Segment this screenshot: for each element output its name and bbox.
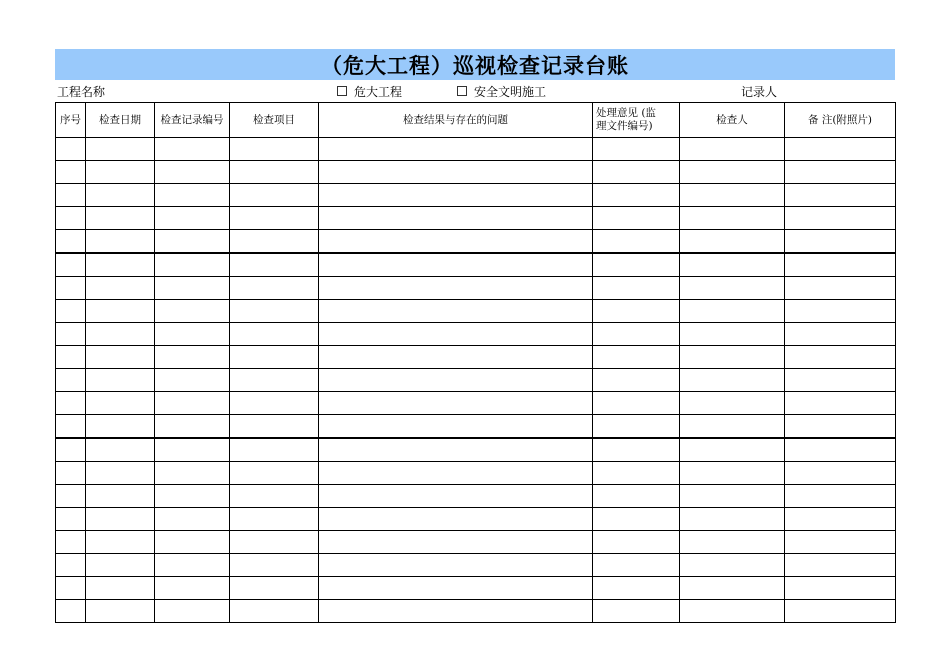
cell-inspector[interactable] <box>680 392 785 415</box>
cell-result[interactable] <box>319 184 593 207</box>
cell-date[interactable] <box>86 438 155 462</box>
cell-record-no[interactable] <box>155 138 230 161</box>
col-header-handling-line2: 理文件编号) <box>596 120 653 132</box>
table-row <box>56 531 896 554</box>
cell-record-no[interactable] <box>155 462 230 485</box>
col-header-remarks: 备 注(附照片) <box>785 103 896 138</box>
cell-record-no[interactable] <box>155 346 230 369</box>
cell-record-no[interactable] <box>155 415 230 439</box>
cell-record-no[interactable] <box>155 207 230 230</box>
cell-handling[interactable] <box>593 415 680 439</box>
cell-handling[interactable] <box>593 230 680 254</box>
cell-seq[interactable] <box>56 600 86 623</box>
cell-item[interactable] <box>230 485 319 508</box>
cell-result[interactable] <box>319 323 593 346</box>
cell-record-no[interactable] <box>155 392 230 415</box>
cell-inspector[interactable] <box>680 531 785 554</box>
cell-item[interactable] <box>230 508 319 531</box>
cell-item[interactable] <box>230 184 319 207</box>
table-row <box>56 300 896 323</box>
cell-remarks[interactable] <box>785 392 896 415</box>
cell-inspector[interactable] <box>680 485 785 508</box>
cell-date[interactable] <box>86 600 155 623</box>
cell-inspector[interactable] <box>680 230 785 254</box>
cell-inspector[interactable] <box>680 323 785 346</box>
cell-result[interactable] <box>319 253 593 277</box>
cell-seq[interactable] <box>56 508 86 531</box>
cell-seq[interactable] <box>56 346 86 369</box>
cell-result[interactable] <box>319 369 593 392</box>
cell-handling[interactable] <box>593 531 680 554</box>
table-row <box>56 230 896 254</box>
cell-handling[interactable] <box>593 508 680 531</box>
cell-result[interactable] <box>319 462 593 485</box>
cell-result[interactable] <box>319 230 593 254</box>
cell-result[interactable] <box>319 600 593 623</box>
cell-handling[interactable] <box>593 277 680 300</box>
cell-seq[interactable] <box>56 253 86 277</box>
table-row <box>56 138 896 161</box>
cell-handling[interactable] <box>593 253 680 277</box>
cell-remarks[interactable] <box>785 462 896 485</box>
cell-date[interactable] <box>86 161 155 184</box>
cell-inspector[interactable] <box>680 346 785 369</box>
cell-inspector[interactable] <box>680 300 785 323</box>
cell-date[interactable] <box>86 230 155 254</box>
cell-result[interactable] <box>319 415 593 439</box>
cell-handling[interactable] <box>593 392 680 415</box>
cell-remarks[interactable] <box>785 577 896 600</box>
cell-item[interactable] <box>230 600 319 623</box>
cell-record-no[interactable] <box>155 438 230 462</box>
cell-record-no[interactable] <box>155 369 230 392</box>
table-row <box>56 161 896 184</box>
cell-remarks[interactable] <box>785 277 896 300</box>
cell-seq[interactable] <box>56 161 86 184</box>
cell-handling[interactable] <box>593 346 680 369</box>
cell-result[interactable] <box>319 577 593 600</box>
col-header-inspector: 检查人 <box>680 103 785 138</box>
cell-seq[interactable] <box>56 485 86 508</box>
cell-item[interactable] <box>230 230 319 254</box>
cell-record-no[interactable] <box>155 485 230 508</box>
cell-handling[interactable] <box>593 138 680 161</box>
cell-date[interactable] <box>86 253 155 277</box>
cell-remarks[interactable] <box>785 346 896 369</box>
cell-seq[interactable] <box>56 462 86 485</box>
cell-remarks[interactable] <box>785 531 896 554</box>
cell-date[interactable] <box>86 554 155 577</box>
cell-handling[interactable] <box>593 438 680 462</box>
cell-remarks[interactable] <box>785 554 896 577</box>
cell-result[interactable] <box>319 277 593 300</box>
cell-inspector[interactable] <box>680 184 785 207</box>
cell-record-no[interactable] <box>155 531 230 554</box>
col-header-date: 检查日期 <box>86 103 155 138</box>
cell-remarks[interactable] <box>785 253 896 277</box>
cell-result[interactable] <box>319 392 593 415</box>
table-row <box>56 277 896 300</box>
cell-seq[interactable] <box>56 369 86 392</box>
cell-item[interactable] <box>230 161 319 184</box>
cell-item[interactable] <box>230 300 319 323</box>
col-header-handling-line1: 处理意见 (监 <box>596 107 656 119</box>
cell-handling[interactable] <box>593 462 680 485</box>
cell-remarks[interactable] <box>785 438 896 462</box>
cell-item[interactable] <box>230 392 319 415</box>
cell-seq[interactable] <box>56 277 86 300</box>
cell-handling[interactable] <box>593 207 680 230</box>
cell-handling[interactable] <box>593 184 680 207</box>
checkbox-icon[interactable] <box>457 86 467 96</box>
cell-record-no[interactable] <box>155 253 230 277</box>
cell-inspector[interactable] <box>680 600 785 623</box>
recorder-label: 记录人 <box>741 85 778 99</box>
cell-handling[interactable] <box>593 554 680 577</box>
cell-item[interactable] <box>230 415 319 439</box>
cell-item[interactable] <box>230 577 319 600</box>
cell-inspector[interactable] <box>680 577 785 600</box>
cell-date[interactable] <box>86 369 155 392</box>
project-name-label: 工程名称 <box>57 85 106 99</box>
cell-seq[interactable] <box>56 207 86 230</box>
cell-date[interactable] <box>86 531 155 554</box>
table-row <box>56 415 896 439</box>
inspection-ledger-table <box>55 102 896 623</box>
col-header-handling <box>593 103 680 138</box>
table-header-row <box>56 103 896 138</box>
cell-record-no[interactable] <box>155 508 230 531</box>
table-row <box>56 438 896 462</box>
cell-seq[interactable] <box>56 138 86 161</box>
cell-remarks[interactable] <box>785 230 896 254</box>
cell-handling[interactable] <box>593 323 680 346</box>
cell-record-no[interactable] <box>155 277 230 300</box>
cell-item[interactable] <box>230 554 319 577</box>
cell-result[interactable] <box>319 346 593 369</box>
cell-item[interactable] <box>230 462 319 485</box>
cell-date[interactable] <box>86 392 155 415</box>
col-header-record-no: 检查记录编号 <box>155 103 230 138</box>
cell-remarks[interactable] <box>785 323 896 346</box>
table-row <box>56 554 896 577</box>
cell-item[interactable] <box>230 323 319 346</box>
ledger-body <box>56 138 896 623</box>
cell-seq[interactable] <box>56 531 86 554</box>
cell-handling[interactable] <box>593 300 680 323</box>
table-row <box>56 207 896 230</box>
cell-item[interactable] <box>230 531 319 554</box>
cell-seq[interactable] <box>56 230 86 254</box>
cell-date[interactable] <box>86 462 155 485</box>
info-row <box>55 80 895 102</box>
table-row <box>56 346 896 369</box>
cell-handling[interactable] <box>593 577 680 600</box>
table-row <box>56 462 896 485</box>
option-safe-civilized[interactable] <box>457 83 546 100</box>
option-hazardous-works-label: 危大工程 <box>354 85 403 99</box>
cell-remarks[interactable] <box>785 184 896 207</box>
cell-item[interactable] <box>230 438 319 462</box>
cell-result[interactable] <box>319 531 593 554</box>
cell-date[interactable] <box>86 138 155 161</box>
cell-remarks[interactable] <box>785 485 896 508</box>
col-header-result: 检查结果与存在的问题 <box>319 103 593 138</box>
cell-handling[interactable] <box>593 600 680 623</box>
cell-result[interactable] <box>319 554 593 577</box>
cell-date[interactable] <box>86 508 155 531</box>
cell-seq[interactable] <box>56 300 86 323</box>
cell-inspector[interactable] <box>680 438 785 462</box>
table-row <box>56 577 896 600</box>
cell-date[interactable] <box>86 415 155 439</box>
cell-record-no[interactable] <box>155 161 230 184</box>
cell-date[interactable] <box>86 323 155 346</box>
cell-seq[interactable] <box>56 415 86 439</box>
cell-remarks[interactable] <box>785 369 896 392</box>
cell-result[interactable] <box>319 485 593 508</box>
table-row <box>56 369 896 392</box>
col-header-seq: 序号 <box>56 103 86 138</box>
cell-inspector[interactable] <box>680 462 785 485</box>
table-row <box>56 508 896 531</box>
cell-date[interactable] <box>86 577 155 600</box>
cell-record-no[interactable] <box>155 577 230 600</box>
cell-item[interactable] <box>230 346 319 369</box>
cell-result[interactable] <box>319 508 593 531</box>
cell-remarks[interactable] <box>785 508 896 531</box>
cell-date[interactable] <box>86 485 155 508</box>
cell-remarks[interactable] <box>785 300 896 323</box>
option-safe-civilized-label: 安全文明施工 <box>474 85 547 99</box>
cell-item[interactable] <box>230 207 319 230</box>
cell-date[interactable] <box>86 277 155 300</box>
cell-inspector[interactable] <box>680 415 785 439</box>
cell-inspector[interactable] <box>680 138 785 161</box>
cell-item[interactable] <box>230 277 319 300</box>
cell-record-no[interactable] <box>155 554 230 577</box>
checkbox-icon[interactable] <box>337 86 347 96</box>
cell-handling[interactable] <box>593 485 680 508</box>
cell-seq[interactable] <box>56 323 86 346</box>
table-row <box>56 485 896 508</box>
cell-seq[interactable] <box>56 392 86 415</box>
cell-handling[interactable] <box>593 369 680 392</box>
cell-seq[interactable] <box>56 184 86 207</box>
cell-result[interactable] <box>319 300 593 323</box>
cell-inspector[interactable] <box>680 369 785 392</box>
cell-inspector[interactable] <box>680 508 785 531</box>
ledger-title: （危大工程）巡视检查记录台账 <box>55 49 895 80</box>
cell-remarks[interactable] <box>785 138 896 161</box>
cell-record-no[interactable] <box>155 230 230 254</box>
cell-result[interactable] <box>319 161 593 184</box>
table-row <box>56 253 896 277</box>
table-row <box>56 392 896 415</box>
cell-record-no[interactable] <box>155 184 230 207</box>
cell-inspector[interactable] <box>680 554 785 577</box>
table-row <box>56 184 896 207</box>
cell-remarks[interactable] <box>785 415 896 439</box>
cell-seq[interactable] <box>56 438 86 462</box>
table-row <box>56 323 896 346</box>
cell-inspector[interactable] <box>680 277 785 300</box>
cell-date[interactable] <box>86 346 155 369</box>
table-row <box>56 600 896 623</box>
col-header-item: 检查项目 <box>230 103 319 138</box>
cell-inspector[interactable] <box>680 207 785 230</box>
cell-record-no[interactable] <box>155 300 230 323</box>
cell-result[interactable] <box>319 138 593 161</box>
ledger-sheet <box>55 49 895 623</box>
cell-item[interactable] <box>230 138 319 161</box>
cell-seq[interactable] <box>56 554 86 577</box>
cell-record-no[interactable] <box>155 323 230 346</box>
cell-record-no[interactable] <box>155 600 230 623</box>
cell-date[interactable] <box>86 300 155 323</box>
cell-item[interactable] <box>230 253 319 277</box>
cell-remarks[interactable] <box>785 161 896 184</box>
cell-inspector[interactable] <box>680 253 785 277</box>
cell-item[interactable] <box>230 369 319 392</box>
cell-result[interactable] <box>319 207 593 230</box>
cell-seq[interactable] <box>56 577 86 600</box>
cell-remarks[interactable] <box>785 600 896 623</box>
cell-handling[interactable] <box>593 161 680 184</box>
cell-remarks[interactable] <box>785 207 896 230</box>
cell-inspector[interactable] <box>680 161 785 184</box>
cell-date[interactable] <box>86 184 155 207</box>
option-hazardous-works[interactable] <box>337 83 402 100</box>
cell-result[interactable] <box>319 438 593 462</box>
cell-date[interactable] <box>86 207 155 230</box>
